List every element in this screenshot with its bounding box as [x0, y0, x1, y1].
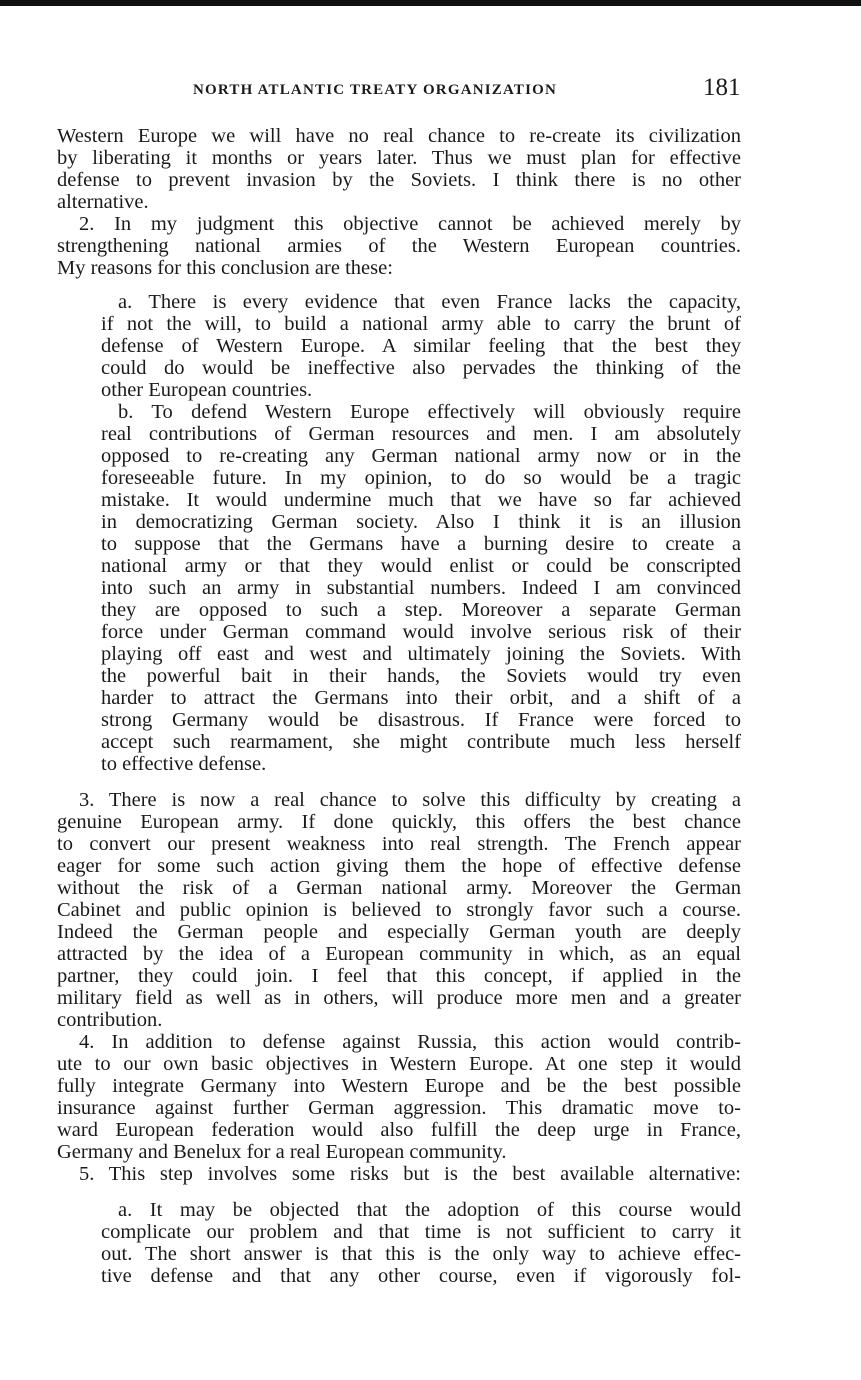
text-line: in democratizing German society. Also I think it is an illusion [101, 511, 741, 533]
text-line: harder to attract the Germans into their orbit, and a shift of a [101, 687, 741, 709]
running-head: NORTH ATLANTIC TREATY ORGANIZATION [193, 82, 558, 98]
subparagraph-a-start: a. There is every evidence that even France lacks the capacity, [118, 291, 741, 313]
subparagraph-a-start: a. It may be objected that the adoption of this course would [118, 1199, 741, 1221]
text-line: could do would be ineffective also pervades the thinking of the [101, 357, 741, 379]
text-line: fully integrate Germany into Western Europe and be the best possible [57, 1075, 741, 1097]
text-line: defense to prevent invasion by the Soviets. I think there is no other [57, 169, 741, 191]
text-line: if not the will, to build a national army able to carry the brunt of [101, 313, 741, 335]
text-line: partner, they could join. I feel that this concept, if applied in the [57, 965, 741, 987]
text-line: ute to our own basic objectives in Western Europe. At one step it would [57, 1053, 741, 1075]
text-line: military field as well as in others, will produce more men and a greater [57, 987, 741, 1009]
text-line: they are opposed to such a step. Moreover a separate German [101, 599, 741, 621]
page-number: 181 [703, 74, 741, 101]
text-line: without the risk of a German national army. Moreover the German [57, 877, 741, 899]
text-line: strong Germany would be disastrous. If France were forced to [101, 709, 741, 731]
text-line: force under German command would involve serious risk of their [101, 621, 741, 643]
text-line: Cabinet and public opinion is believed to strongly favor such a course. [57, 899, 741, 921]
text-line: accept such rearmament, she might contribute much less herself [101, 731, 741, 753]
text-line: the powerful bait in their hands, the Soviets would try even [101, 665, 741, 687]
text-line: complicate our problem and that time is not sufficient to carry it [101, 1221, 741, 1243]
text-line: Western Europe we will have no real chance to re-create its civilization [57, 125, 741, 147]
text-line: into such an army in substantial numbers. Indeed I am convinced [101, 577, 741, 599]
text-line: ward European federation would also fulfill the deep urge in France, [57, 1119, 741, 1141]
text-line: other European countries. [101, 379, 313, 401]
text-line: by liberating it months or years later. Thus we must plan for effective [57, 147, 741, 169]
text-line: insurance against further German aggression. This dramatic move to- [57, 1097, 741, 1119]
text-line: Indeed the German people and especially German youth are deeply [57, 921, 741, 943]
text-line: contribution. [57, 1009, 163, 1031]
paragraph-2-start: 2. In my judgment this objective cannot be achieved merely by [79, 213, 741, 235]
text-line: foreseeable future. In my opinion, to do so would be a tragic [101, 467, 741, 489]
text-line: playing off east and west and ultimately joining the Soviets. With [101, 643, 741, 665]
text-line: real contributions of German resources and men. I am absolutely [101, 423, 741, 445]
text-line: opposed to re-creating any German national army now or in the [101, 445, 741, 467]
text-line: mistake. It would undermine much that we have so far achieved [101, 489, 741, 511]
text-line: to convert our present weakness into real strength. The French appear [57, 833, 741, 855]
text-line: national army or that they would enlist or could be conscripted [101, 555, 741, 577]
text-line: tive defense and that any other course, even if vigorously fol- [101, 1265, 741, 1287]
text-line: to effective defense. [101, 753, 267, 775]
text-line: genuine European army. If done quickly, this offers the best chance [57, 811, 741, 833]
paragraph-3-start: 3. There is now a real chance to solve this difficulty by creating a [79, 789, 741, 811]
text-line: to suppose that the Germans have a burning desire to create a [101, 533, 741, 555]
text-line: alternative. [57, 191, 149, 213]
subparagraph-b-start: b. To defend Western Europe effectively will obviously require [118, 401, 741, 423]
paragraph-5-start: 5. This step involves some risks but is the best available alternative: [79, 1163, 741, 1185]
text-line: attracted by the idea of a European community in which, as an equal [57, 943, 741, 965]
text-line: defense of Western Europe. A similar feeling that the best they [101, 335, 741, 357]
paragraph-4-start: 4. In addition to defense against Russia, this action would contrib- [79, 1031, 741, 1053]
text-line: strengthening national armies of the Western European countries. [57, 235, 741, 257]
text-line: out. The short answer is that this is the only way to achieve effec- [101, 1243, 741, 1265]
text-line: Germany and Benelux for a real European community. [57, 1141, 507, 1163]
text-line: eager for some such action giving them the hope of effective defense [57, 855, 741, 877]
text-line: My reasons for this conclusion are these: [57, 257, 393, 279]
